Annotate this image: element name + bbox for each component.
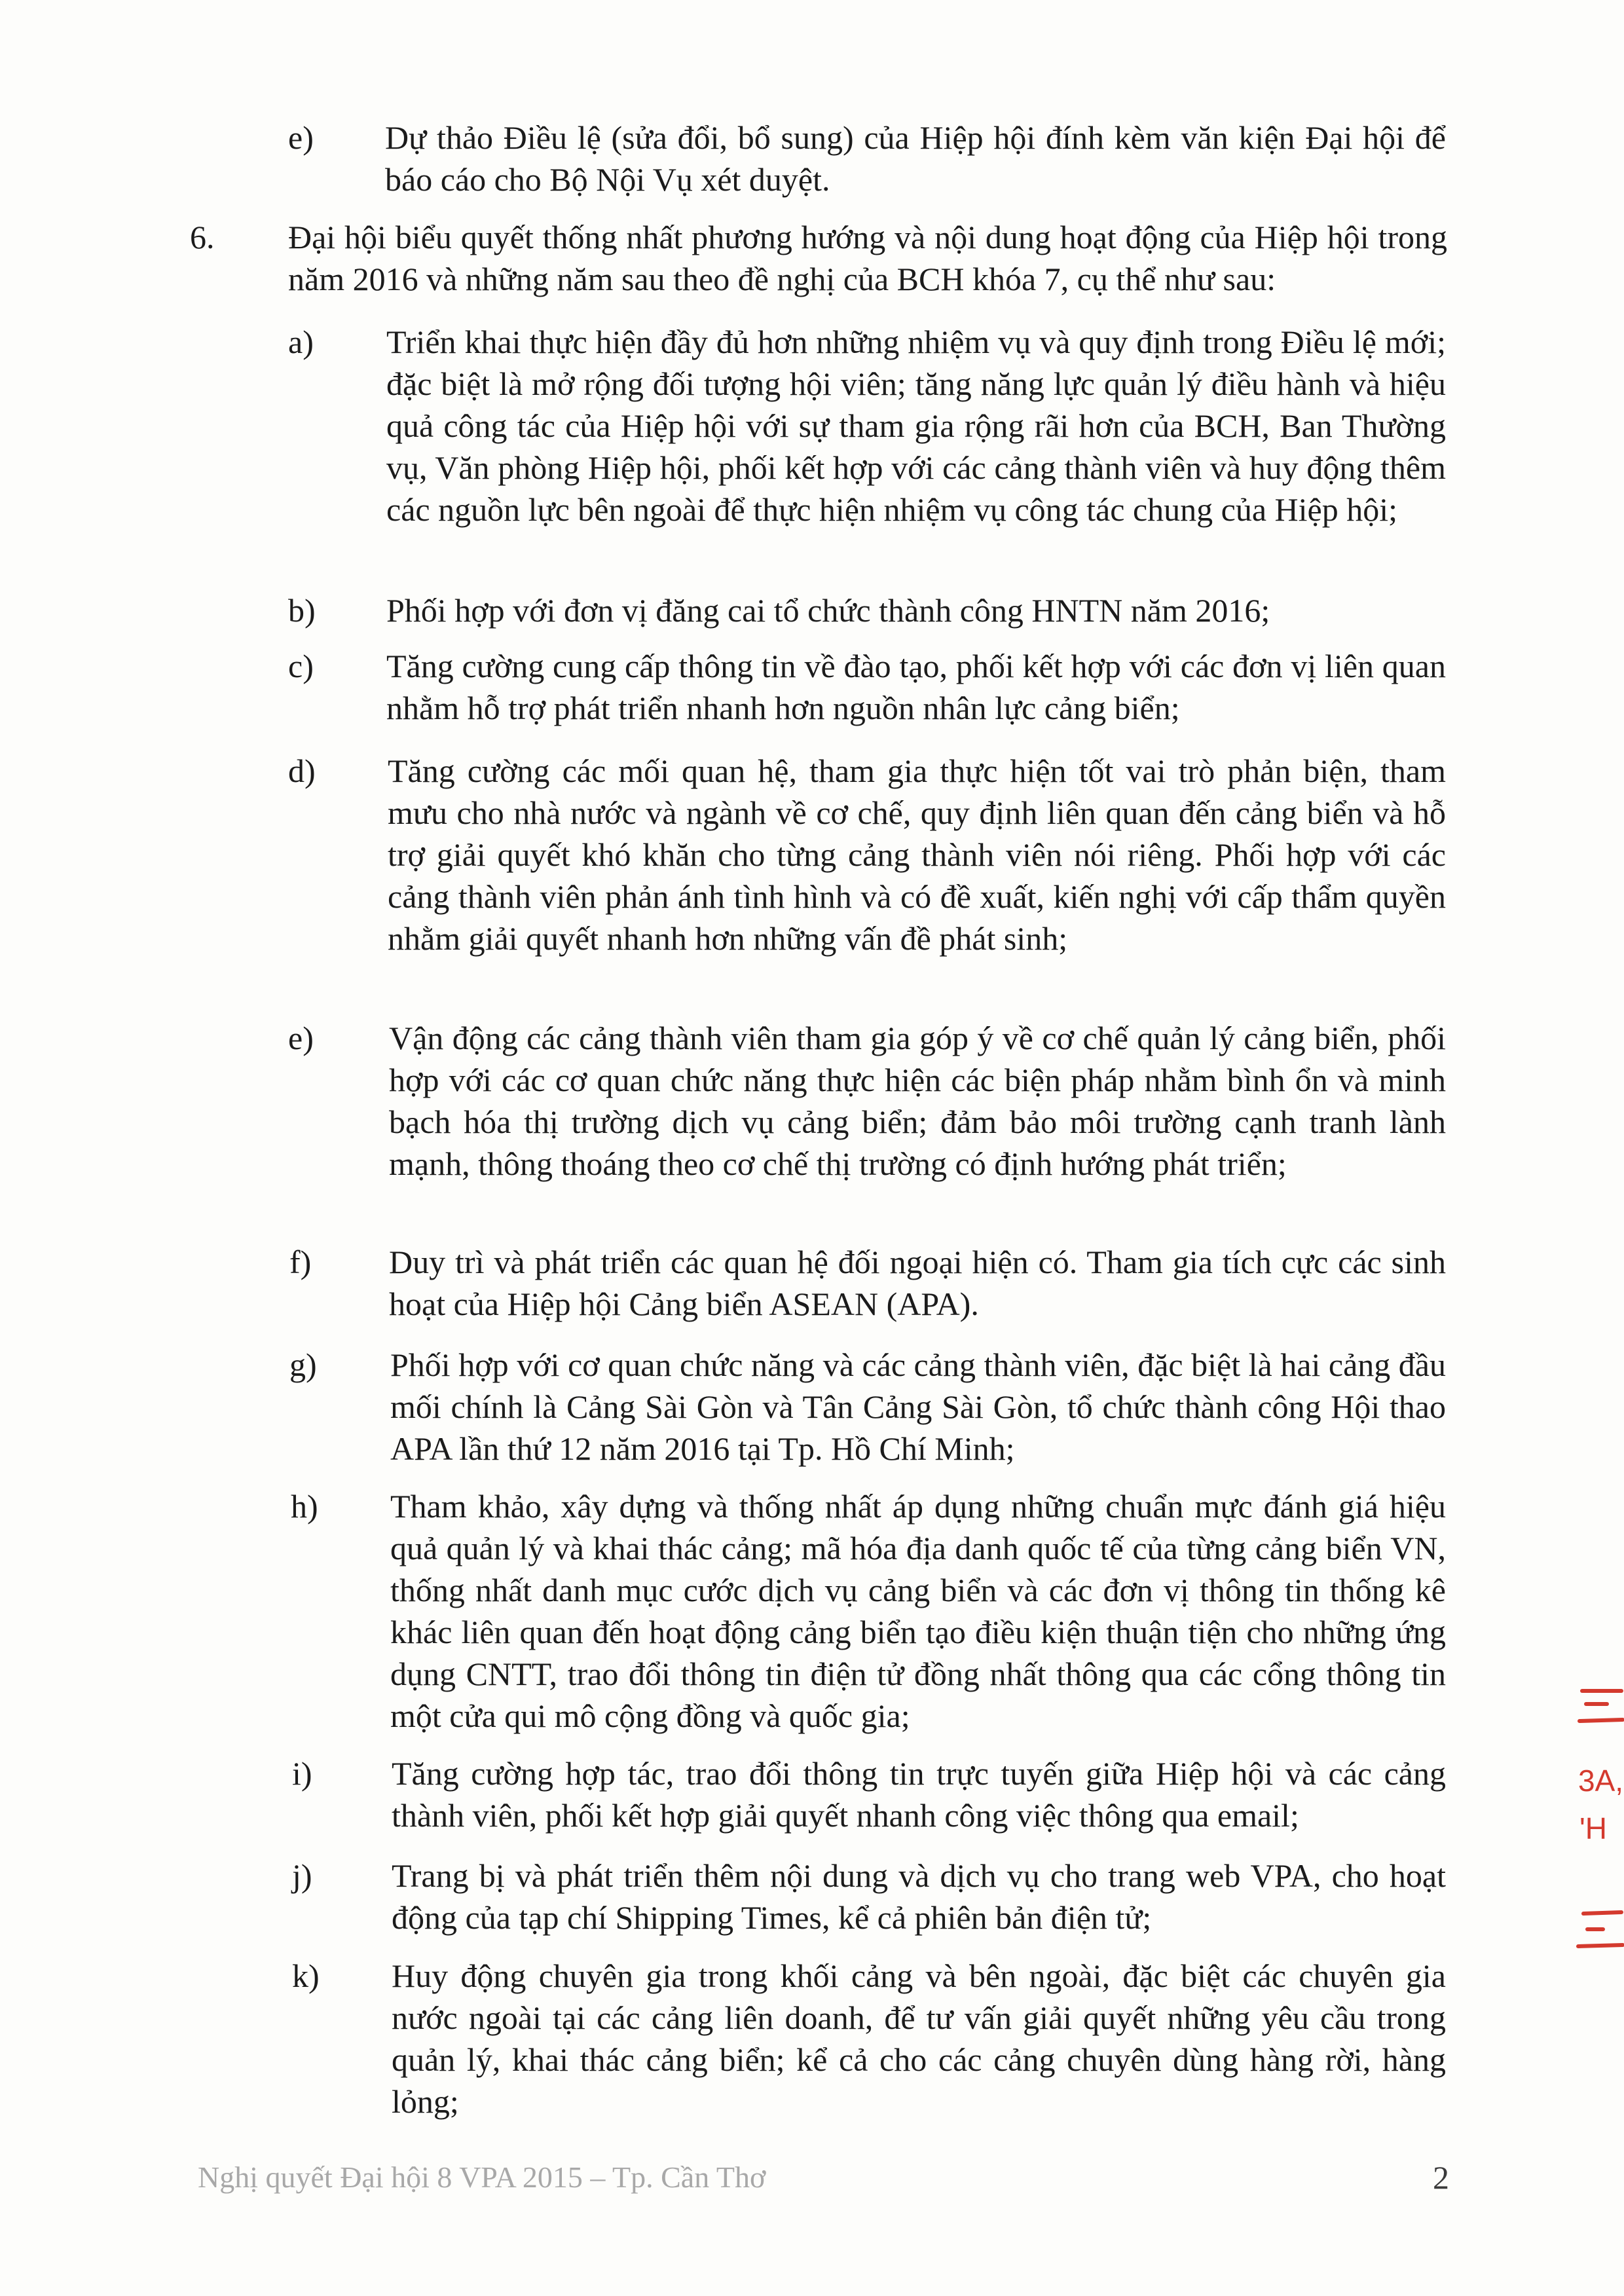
item-label: b) bbox=[288, 592, 316, 629]
item-label: j) bbox=[292, 1857, 312, 1894]
list-item: Tham khảo, xây dựng và thống nhất áp dụng những chuẩn mực đánh giá hiệu quả quản lý và khai thác cảng; mã hóa địa danh quốc tế của từng cảng biển VN, thống nhất danh mục cước dịch vụ cảng biển và các đơn vị thông tin thống kê khác liên quan đến hoạt động cảng biển tạo điều kiện thuận tiện cho những ứng dụng CNTT, trao đổi thông tin điện tử đồng nhất thông qua các cổng thông tin một cửa qui mô cộng đồng và quốc gia; bbox=[390, 1488, 1446, 1734]
list-item: Đại hội biểu quyết thống nhất phương hướng và nội dung hoạt động của Hiệp hội trong năm 2016 và những năm sau theo đề nghị của BCH khóa 7, cụ thể như sau: bbox=[288, 219, 1447, 297]
margin-note-line: 'H bbox=[1579, 1811, 1608, 1845]
item-label: e) bbox=[288, 1020, 314, 1056]
list-item: Phối hợp với cơ quan chức năng và các cảng thành viên, đặc biệt là hai cảng đầu mối chính là Cảng Sài Gòn và Tân Cảng Sài Gòn, tổ chức thành công Hội thao APA lần thứ 12 năm 2016 tại Tp. Hồ Chí Minh; bbox=[390, 1346, 1446, 1467]
list-item: Trang bị và phát triển thêm nội dung và dịch vụ cho trang web VPA, cho hoạt động của tạp chí Shipping Times, kể cả phiên bản điện tử; bbox=[392, 1857, 1446, 1936]
item-label: g) bbox=[289, 1346, 317, 1383]
list-item: Tăng cường cung cấp thông tin về đào tạo, phối kết hợp với các đơn vị liên quan nhằm hỗ trợ phát triển nhanh hơn nguồn nhân lực cảng biển; bbox=[386, 648, 1446, 726]
list-item: Huy động chuyên gia trong khối cảng và bên ngoài, đặc biệt các chuyên gia nước ngoài tại các cảng liên doanh, để tư vấn giải quyết những yêu cầu trong quản lý, khai thác cảng biển; kể cả cho các cảng chuyên dùng hàng rời, hàng lỏng; bbox=[392, 1957, 1446, 2120]
list-item: Duy trì và phát triển các quan hệ đối ngoại hiện có. Tham gia tích cực các sinh hoạt của Hiệp hội Cảng biển ASEAN (APA). bbox=[389, 1244, 1446, 1322]
list-item: Triển khai thực hiện đầy đủ hơn những nhiệm vụ và quy định trong Điều lệ mới; đặc biệt là mở rộng đối tượng hội viên; tăng năng lực quản lý điều hành và hiệu quả công tác của Hiệp hội với sự tham gia rộng rãi hơn của BCH, Ban Thường vụ, Văn phòng Hiệp hội, phối kết hợp với các cảng thành viên và huy động thêm các nguồn lực bên ngoài để thực hiện nhiệm vụ công tác chung của Hiệp hội; bbox=[386, 324, 1446, 528]
item-label: c) bbox=[288, 648, 314, 684]
margin-note-line: 3A, bbox=[1578, 1764, 1624, 1798]
item-label: 6. bbox=[190, 219, 215, 255]
item-label: a) bbox=[288, 324, 314, 360]
list-item: Tăng cường hợp tác, trao đổi thông tin trực tuyến giữa Hiệp hội và các cảng thành viên, phối kết hợp giải quyết nhanh công việc thông qua email; bbox=[392, 1755, 1446, 1834]
item-label: i) bbox=[292, 1755, 312, 1792]
margin-red-marks bbox=[1564, 1676, 1624, 1952]
list-item: Vận động các cảng thành viên tham gia góp ý về cơ chế quản lý cảng biển, phối hợp với các cơ quan chức năng thực hiện các biện pháp nhằm bình ổn và minh bạch hóa thị trường dịch vụ cảng biển; đảm bảo môi trường cạnh tranh lành mạnh, thông thoáng theo cơ chế thị trường có định hướng phát triển; bbox=[389, 1020, 1446, 1182]
item-label: d) bbox=[288, 752, 316, 789]
item-label: f) bbox=[289, 1244, 312, 1280]
footer-title: Nghị quyết Đại hội 8 VPA 2015 – Tp. Cần Thơ bbox=[198, 2160, 766, 2194]
list-item: Dự thảo Điều lệ (sửa đổi, bổ sung) của Hiệp hội đính kèm văn kiện Đại hội để báo cáo cho Bộ Nội Vụ xét duyệt. bbox=[385, 119, 1446, 198]
item-label: h) bbox=[291, 1488, 318, 1525]
list-item: Phối hợp với đơn vị đăng cai tổ chức thành công HNTN năm 2016; bbox=[386, 592, 1270, 629]
list-item: Tăng cường các mối quan hệ, tham gia thực hiện tốt vai trò phản biện, tham mưu cho nhà nước và ngành về cơ chế, quy định liên quan đến cảng biển và hỗ trợ giải quyết khó khăn cho từng cảng thành viên nói riêng. Phối hợp với các cảng thành viên phản ánh tình hình và có đề xuất, kiến nghị với cấp thẩm quyền nhằm giải quyết nhanh hơn những vấn đề phát sinh; bbox=[388, 752, 1446, 957]
item-label: e) bbox=[288, 119, 314, 156]
item-label: k) bbox=[292, 1957, 320, 1994]
page-number: 2 bbox=[1433, 2159, 1449, 2196]
